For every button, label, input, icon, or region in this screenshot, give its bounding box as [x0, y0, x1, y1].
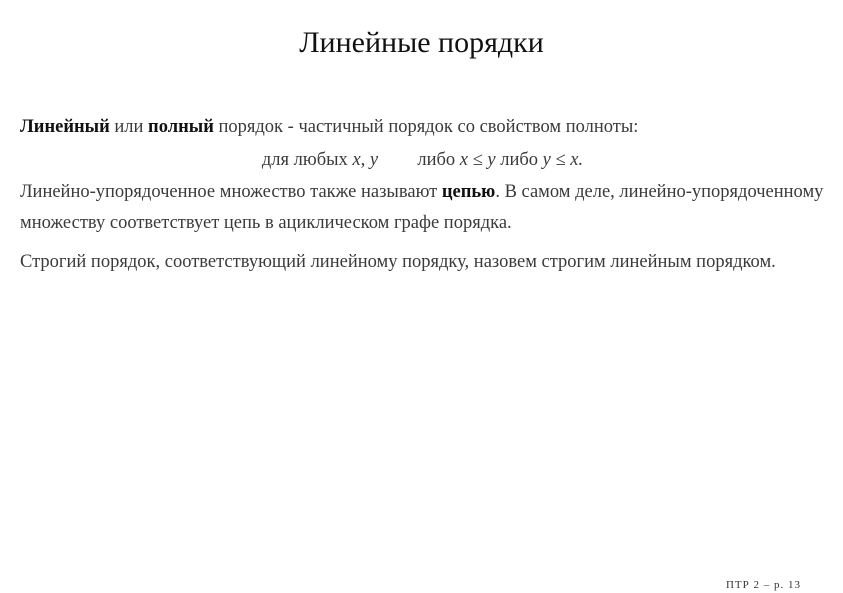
formula-for-any: для любых: [261, 150, 348, 170]
strict-order-paragraph: Строгий порядок, соответствующий линейному порядку, назовем строгим линейным порядком.: [20, 252, 776, 272]
definition-rest: порядок - частичный порядок со свойством полноты:: [218, 117, 639, 137]
formula-vars: x, y: [352, 150, 379, 170]
footer-label: ПТР 2: [725, 579, 760, 591]
slide-content: [20, 112, 825, 278]
term-total: полный: [148, 117, 214, 137]
formula-or: либо: [500, 150, 539, 170]
formula-line: [20, 143, 825, 177]
formula-cond2: y ≤ x.: [542, 150, 584, 170]
chain-before: Линейно-упорядоченное множество также называют: [20, 182, 438, 202]
slide-title: Линейные порядки: [299, 26, 544, 59]
connector-text: или: [114, 117, 144, 137]
formula-cond1: x ≤ y: [459, 150, 496, 170]
footer-page-number: p. 13: [774, 579, 801, 591]
chain-paragraph: [20, 177, 825, 239]
term-linear: Линейный: [20, 117, 110, 137]
definition-paragraph: [20, 112, 825, 143]
term-chain: цепью: [441, 182, 496, 202]
footer-dash: –: [763, 579, 771, 591]
formula-either: либо: [417, 150, 456, 170]
slide-footer: [726, 579, 801, 591]
chain-after: . В самом деле, линейно-упорядоченному множеству соответствует цепь в ациклическом графе порядка.: [20, 182, 824, 233]
